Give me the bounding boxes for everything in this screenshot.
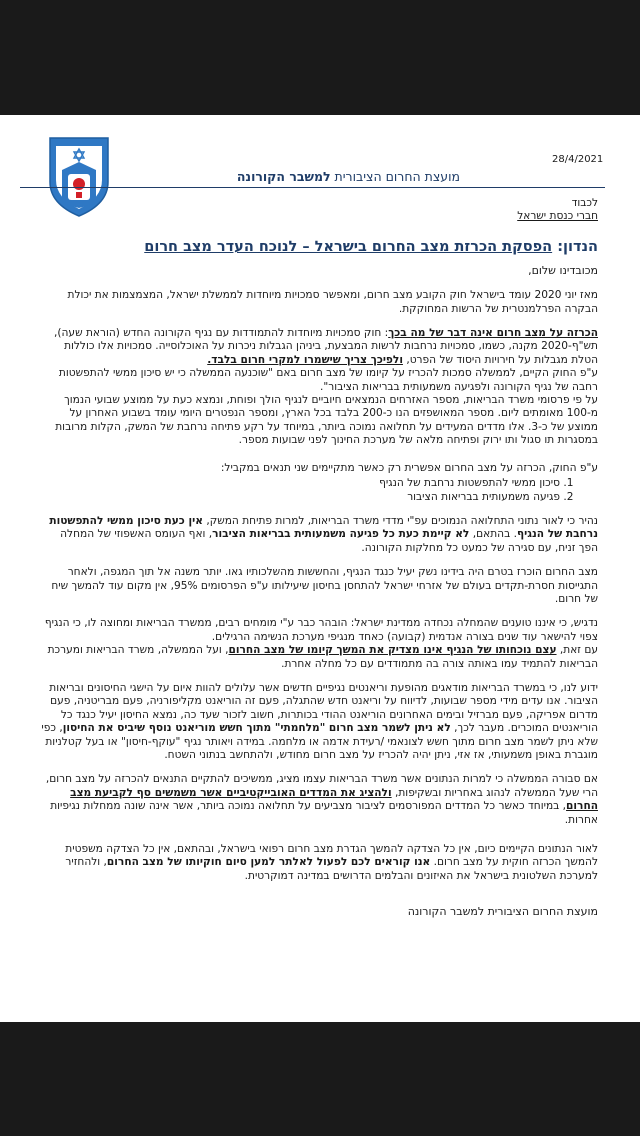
paragraph-4: על פי פרסומי משרד הבריאות, מספר האזרחים הנמצאים חיוביים לנגיף הולך ופוחת, ונמצא כעת על ממוצע שבועי הנמוך מ-100 מאומתים ליום. מספר המאושפזים הנו כ-200 בלבד בכל הארץ, ומספר הנפטרים היומי עומד בשבוע האחרון על ממוצע של כ-3. אלו מדדים המעידים על תחלואה נמוכה ביותר, במיוחד על רקע פתיחה נרחבת של המשק, הקלות מרובות במסגרות תו סגול ותו ירוק ופתיחה מלאה של מערכת החינוך לפני שבועות מספר. [55, 394, 598, 447]
letter-body [40, 197, 598, 919]
paragraph-8-bold: עצם נוכחותו של הנגיף אינו מצדיק את המשך קיומו של מצב החרום [228, 644, 557, 657]
paragraph-8-text: , ועל הממשלה, משרד הבריאות ומערכת הבריאות להתמיד עמו באותה צורה בה מתמודדים עם כל מחלה אחרת. [47, 644, 598, 670]
subject-label: הנדון: [557, 238, 598, 255]
addressee-line: לכבוד [571, 197, 598, 209]
paragraph-11-bold: אנו קוראים לכם לפעול לאלתר למען סיום חוקיותו של מצב החרום [106, 856, 431, 869]
paragraph-7: מצב החרום הוכרז בטרם היה בידינו נשק יעיל כנגד הנגיף, והחששות מהשלכותיו גאו. יותר משנה אל תוך המגפה, ולאחר התגייסות חסרת-תקדים בעולם של אזרחי ישראל להתחסן בחיסון שיעילותו ע"פ הפרסומים 95%, אין מקום עוד להמשך שיח של חרום. [51, 566, 598, 605]
paragraph-8-text: נדגיש, כי איננו טוענים שהמחלה נכחדה ממדינת ישראל: הובהר כבר ע"י מומחים רבים, ממשרד הבריאות ומחוצה לו, כי הנגיף צפוי להישאר עוד שנים בצורה אנדמית (קבועה) כאחד מנגיפי מערכת הנשימה הרגילים. [44, 617, 598, 643]
paragraph-8-text: עם זאת, [556, 644, 598, 657]
paragraph-11 [40, 843, 598, 883]
paragraph-10 [40, 773, 598, 827]
condition-item: 2. פגיעה משמעותית בבריאות הציבור [40, 491, 560, 504]
top-dark-bar [0, 0, 640, 115]
greeting: מכובדינו שלום, [528, 263, 598, 277]
paragraph-2 [40, 327, 598, 367]
paragraph-1: מאז יוני 2020 עומד בישראל חוק הקובע מצב חרום, ומאפשר סמכויות מיוחדות לממשלת ישראל, המצמצמות את יכולת הבקרה הפרלמנטרית של הרשות המחוקקת. [67, 289, 598, 315]
letter-page [0, 115, 640, 1022]
paragraph-6-bold: אין כעת סיכון ממשי להתפשטות נרחבת של הנגיף [49, 514, 598, 541]
paragraph-2-text: : חוק סמכויות מיוחדות להתמודדות עם נגיף הקורונה החדש (הוראת שעה), תש"ף-2020 מקנה, כשמו, סמכויות נרחבות לרשות המבצעת, ביניהן הגבלות ניכרות על האוכלוסייה. סמכויות אלו כוללות הטלת מגבלות על חירויות היסוד של הפרט, [54, 327, 598, 366]
header-divider [20, 187, 605, 188]
paragraph-11-text: , ולהחזיר למערכת השלטונית בישראל את האיזונים והבלמים הדרושים במדינה דמוקרטית. [65, 856, 598, 882]
paragraph-11-text: לאור הנתונים הקיימים כיום, אין כל הצדקה להמשך הגדרת מצב חרום רפואי בישראל, ובהתאם, אין כל הצדקה משפטית להמשך הכרזה חוקית על מצב חרום. [65, 843, 598, 869]
paragraph-3: ע"פ החוק הקיים, לממשלה סמכות להכריז על קיומו של מצב חרום באם "שוכנעה הממשלה כי יש סיכון ממשי להתפשטות רחבה של נגיף הקורונה ולפגיעה משמעותית בבריאות הציבור". [58, 367, 598, 393]
paragraph-6-bold: לא קיימת כעת כל פגיעה משמעותית בבריאות הציבור [212, 528, 470, 541]
paragraph-6 [40, 515, 598, 555]
paragraph-9-text: , כפי שלא ניתן לשמר מצב חרום מתוך חשש לצונאמי /רעידת אדמה או מלחמה. במידה ויאותר נגיף "עוקף-חיסון" או בעל קטלניות מוגברת באופן משמעותי, אז אזי, ניתן יהיה להכריז על מצב חרום מחודש, ולהתחשב בנתוני השטח. [41, 722, 598, 761]
paragraph-2-bold-tail: ולפיכך צריך שישמרו למקרי חרום בלבד. [207, 353, 403, 366]
subject-text: הפסקת הכרזת מצב החרום בישראל – לנוכח העדר מצב חרום [144, 238, 553, 255]
paragraph-10-text: אם סבורה הממשלה כי למרות הנתונים אשר משרד הבריאות עצמו מציג, ממשיכים להתקיים התנאים להכרזה על מצב חרום, הרי שעל הממשלה לנהוג באחריות ובשקיפות, [45, 773, 598, 799]
conditions-list [40, 477, 576, 504]
paragraph-10-bold: ולהציג את המדדים האובייקטיביים אשר משמשים סף לקביעת מצב החרום [70, 786, 598, 813]
subject-line [40, 238, 598, 256]
paragraph-8 [40, 617, 598, 671]
addressee-recipients: חברי כנסת ישראל [517, 210, 598, 223]
letter-date: 28/4/2021 [552, 154, 604, 165]
paragraph-10-text: , במיוחד כאשר כל המדדים המפורסמים לציבור מצביעים על תחלואה נמוכה ביותר, אשר אינה שונה ממחלות נגיפיות אחרות. [50, 800, 598, 826]
paragraph-6-text: נהיר כי לאור נתוני התחלואה הנמוכים עפ"י מדדי משרד הבריאות, למרות פתיחת המשק, [202, 514, 598, 527]
condition-item: 1. סיכון ממשי להתפשטות נרחבת של הנגיף [40, 477, 560, 490]
paragraph-9-text: ידוע לנו, כי במשרד הבריאות מודאגים מהופעת וריאנטים נגיפיים חדשים אשר עלולים להוות איום על הישגי החיסונים ובריאות הציבור. אנו עדים מידי מספר שבועות, לדיווח על וריאנט חדש שהתגלה, פעם זה הוריאנט מקליפורניה, פעם מבריטניה, פעם מדרום אפריקה, פעם מברזיל ובימים האחרונים הוריאנט ההודי בכותרות, חשוב לזכור שעד כה, נמצא החיסון יעיל כנגד כל הוריאנטים המוכרים. מעבר לכך, [49, 681, 598, 735]
paragraph-2-bold: הכרזה על מצב חרום אינה דבר של מה בכך [388, 327, 598, 340]
paragraph-9-bold: לא ניתן לשמר מצב חרום "מלחמתי" מתוך חשש מוריאנט נוסף שיביס את החיסון [62, 722, 451, 735]
paragraph-6-text: , ואף העומס האשפוזי של המחלה הפך זניח, עם סגירה של כמעט כל מחלקות הקורונה. [60, 528, 598, 554]
organization-name-bold: למשבר הקורונה [236, 169, 331, 184]
paragraph-6-text: . בהתאם, [469, 528, 517, 541]
organization-name-plain: מועצת החרום הציבורית [330, 169, 460, 184]
organization-header [237, 170, 460, 183]
signature: מועצת החרום הציבורית למשבר הקורונה [407, 905, 598, 919]
paragraph-9 [40, 682, 598, 762]
paragraph-5: ע"פ החוק, הכרזה על מצב החרום אפשרית רק כאשר מתקיימים שני תנאים במקביל: [220, 461, 598, 474]
bottom-dark-bar [0, 1022, 640, 1136]
